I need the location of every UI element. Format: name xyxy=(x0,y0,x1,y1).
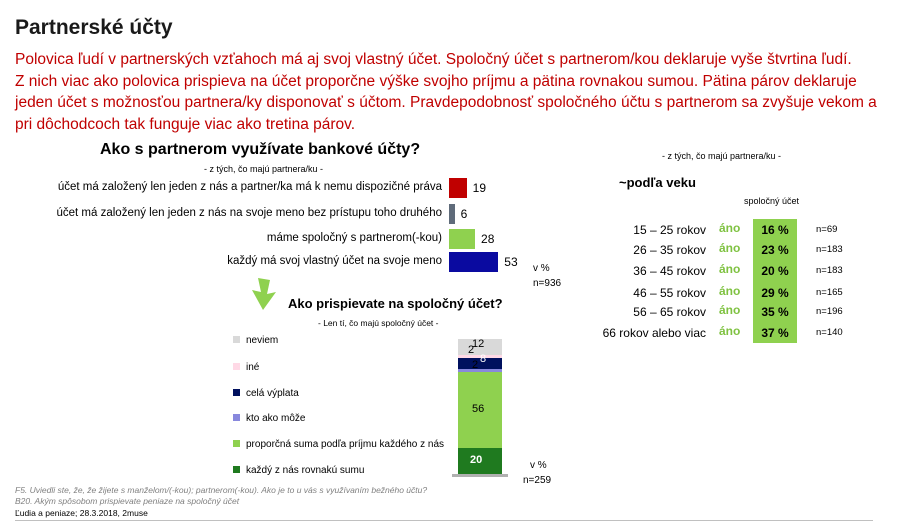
legend-swatch xyxy=(233,389,240,396)
age-group-label: 36 – 45 rokov xyxy=(633,264,706,278)
age-group-label: 15 – 25 rokov xyxy=(633,223,706,237)
slide-title: Partnerské účty xyxy=(15,16,173,39)
age-table-title: ~podľa veku xyxy=(619,175,696,190)
footer-divider xyxy=(15,520,873,521)
age-value: 35 % xyxy=(761,305,789,319)
answer-label: áno xyxy=(719,221,741,235)
bar xyxy=(449,178,467,198)
age-sample-size: n=196 xyxy=(816,306,843,317)
source-label: Ľudia a peniaze; 28.3.2018, 2muse xyxy=(15,508,148,518)
legend-label: iné xyxy=(246,362,260,373)
age-row xyxy=(0,323,903,343)
stack-value-label: 56 xyxy=(472,402,485,415)
age-value: 16 % xyxy=(761,223,789,237)
age-row xyxy=(0,261,903,281)
age-group-label: 56 – 65 rokov xyxy=(633,305,706,319)
age-value: 20 % xyxy=(761,264,789,278)
age-sample-size: n=183 xyxy=(816,244,843,255)
bar-category-label: každý má svoj vlastný účet na svoje meno xyxy=(227,255,442,267)
stack-value-label: 20 xyxy=(470,454,483,467)
intro-line: Z nich viac ako polovica prispieva na účet proporčne výške svojho príjmu a pätina rovnakou sumou. Pätina párov deklaruje xyxy=(15,72,857,90)
answer-label: áno xyxy=(719,324,741,338)
bar-value-label: 28 xyxy=(481,232,495,246)
age-row xyxy=(0,220,903,240)
age-table-column-header: spoločný účet xyxy=(744,196,800,206)
legend-item xyxy=(233,413,305,424)
intro-line: pri dôchodcoch tak funguje viac ako tretina párov. xyxy=(15,115,356,133)
bar-value-label: 53 xyxy=(504,255,518,269)
bar-category-label: účet má založený len jeden z nás a partner/ka má k nemu dispozičné práva xyxy=(57,181,442,193)
legend-label: kto ako môže xyxy=(246,413,306,424)
intro-line: Polovica ľudí v partnerských vzťahoch má aj svoj vlastný účet. Spoločný účet s partnerom/kou deklaruje vyše štvrtina ľudí. xyxy=(15,51,852,68)
legend-label: každý z nás rovnakú sumu xyxy=(246,465,365,476)
bar-category-label: máme spoločný s partnerom(-kou) xyxy=(266,232,442,244)
age-value: 29 % xyxy=(761,286,789,300)
answer-label: áno xyxy=(719,284,741,298)
legend-item xyxy=(233,439,444,450)
age-row xyxy=(0,302,903,322)
age-sample-size: n=165 xyxy=(816,287,843,298)
footnote-line: B20. Akým spôsobom prispievate peniaze na spoločný účet xyxy=(15,496,240,506)
accounts-unit-label: v % xyxy=(533,263,550,274)
age-group-label: 46 – 55 rokov xyxy=(633,286,706,300)
accounts-chart-title: Ako s partnerom využívate bankové účty? xyxy=(100,141,421,158)
accounts-sample-size: n=936 xyxy=(533,278,562,289)
age-value: 37 % xyxy=(761,326,789,340)
legend-item xyxy=(233,362,259,373)
contribution-chart-subtitle: - Len tí, čo majú spoločný účet - xyxy=(318,318,439,328)
legend-swatch xyxy=(233,363,240,370)
footnote xyxy=(15,485,427,507)
legend-swatch xyxy=(233,440,240,447)
intro-line: jeden účet s možnosťou partnera/ky disponovať s účtom. Pravdepodobnosť spoločného účtu s partnerom sa zvyšuje vekom a xyxy=(15,94,877,111)
stacked-bar-baseline xyxy=(452,474,508,477)
stack-value-label: 2 xyxy=(472,359,479,372)
legend-item xyxy=(233,388,299,399)
age-row xyxy=(0,283,903,303)
answer-label: áno xyxy=(719,303,741,317)
bar-category-label: účet má založený len jeden z nás na svoje meno bez prístupu toho druhého xyxy=(56,207,442,219)
age-sample-size: n=69 xyxy=(816,224,838,235)
contribution-chart-title: Ako prispievate na spoločný účet? xyxy=(288,296,503,311)
bar-value-label: 19 xyxy=(472,181,487,195)
stack-value-label: 8 xyxy=(480,353,487,366)
accounts-chart-subtitle: - z tých, čo majú partnera/ku - xyxy=(204,164,324,174)
contribution-unit-label: v % xyxy=(530,460,547,471)
age-value: 23 % xyxy=(761,243,789,257)
stack-value-label: 12 xyxy=(472,338,485,351)
age-sample-size: n=183 xyxy=(816,265,843,276)
legend-item xyxy=(233,465,364,476)
age-table-subtitle: - z tých, čo majú partnera/ku - xyxy=(662,151,782,161)
age-group-label: 26 – 35 rokov xyxy=(633,243,706,257)
legend-label: celá výplata xyxy=(246,388,299,399)
legend-label: neviem xyxy=(246,335,279,346)
contribution-sample-size: n=259 xyxy=(523,475,552,486)
legend-swatch xyxy=(233,466,240,473)
contribution-stacked-bar xyxy=(458,339,502,475)
age-sample-size: n=140 xyxy=(816,327,843,338)
age-group-label: 66 rokov alebo viac xyxy=(602,326,706,340)
legend-label: proporčná suma podľa príjmu každého z nás xyxy=(246,439,445,450)
age-row xyxy=(0,240,903,260)
bar-value-label: 6 xyxy=(460,207,468,221)
intro-text xyxy=(15,49,895,135)
legend-swatch xyxy=(233,414,240,421)
footnote-line: F5. Uviedli ste, že, že žijete s manželom/(-kou); partnerom(-kou). Ako je to u vás s využívaním bežného účtu? xyxy=(15,485,428,495)
answer-label: áno xyxy=(719,262,741,276)
stack-value-label: 2 xyxy=(468,343,475,356)
answer-label: áno xyxy=(719,241,741,255)
